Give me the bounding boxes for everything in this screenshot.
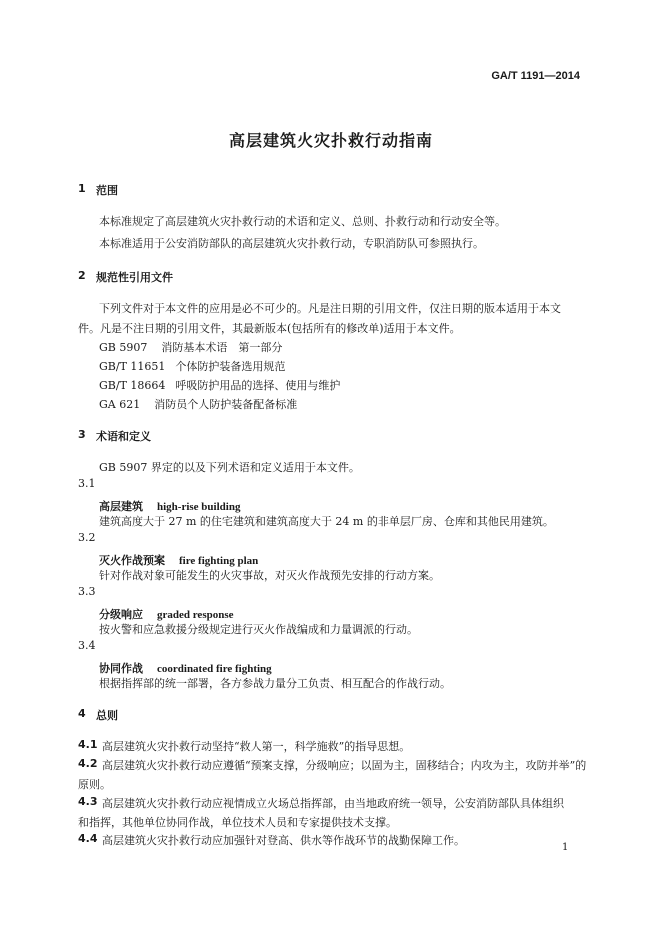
standard-code: GA/T 1191—2014 <box>491 70 580 82</box>
term-number: 3.2 <box>78 531 96 544</box>
document-title: 高层建筑火灾扑救行动指南 <box>228 131 433 150</box>
term-number: 3.3 <box>78 585 96 598</box>
section-2-number: 2 <box>78 269 86 282</box>
section-1-number: 1 <box>78 182 86 195</box>
reference-name: 消防基本术语 第一部分 <box>161 341 283 354</box>
term-chinese: 协同作战 <box>99 662 143 675</box>
reference-code: GB/T 11651 <box>99 360 166 373</box>
term-definition: 针对作战对象可能发生的火灾事故，对灭火作战预先安排的行动方案。 <box>99 569 440 582</box>
clause-number: 4.2 <box>78 757 98 770</box>
clause-number: 4.1 <box>78 738 98 751</box>
term-english: coordinated fire fighting <box>157 663 272 675</box>
clause-number: 4.4 <box>78 832 98 845</box>
page-number: 1 <box>562 842 569 853</box>
term-heading <box>99 549 258 568</box>
reference-name: 消防员个人防护装备配备标准 <box>154 398 298 411</box>
term-heading <box>99 657 272 676</box>
term-heading <box>99 495 240 514</box>
term-english: graded response <box>157 609 234 621</box>
reference-item <box>99 339 282 355</box>
section-2-intro: 件。凡是不注日期的引用文件，其最新版本(包括所有的修改单)适用于本文件。 <box>78 322 461 335</box>
section-4-number: 4 <box>78 707 86 720</box>
clause-text-continued: 原则。 <box>78 778 111 791</box>
term-definition: 建筑高度大于 27 m 的住宅建筑和建筑高度大于 24 m 的非单层厂房、仓库和其他民用建筑。 <box>99 515 554 528</box>
section-2-title: 规范性引用文件 <box>96 271 173 284</box>
section-1-paragraph: 本标准规定了高层建筑火灾扑救行动的术语和定义、总则、扑救行动和行动安全等。 <box>99 215 506 228</box>
clause-text: 高层建筑火灾扑救行动应加强针对登高、供水等作战环节的战勤保障工作。 <box>102 834 465 847</box>
clause-number: 4.3 <box>78 795 98 808</box>
term-number: 3.1 <box>78 477 96 490</box>
reference-code: GB 5907 <box>99 341 148 354</box>
section-3-title: 术语和定义 <box>96 430 151 443</box>
section-4-title: 总则 <box>96 709 118 722</box>
term-chinese: 灭火作战预案 <box>99 554 165 567</box>
clause-text: 高层建筑火灾扑救行动应遵循“预案支撑，分级响应；以固为主，固移结合；内攻为主，攻防并举”的 <box>102 759 587 772</box>
section-3-number: 3 <box>78 428 86 441</box>
term-english: fire fighting plan <box>179 555 259 567</box>
reference-item <box>99 358 285 374</box>
section-3-intro: GB 5907 界定的以及下列术语和定义适用于本文件。 <box>99 461 360 474</box>
section-1-paragraph: 本标准适用于公安消防部队的高层建筑火灾扑救行动，专职消防队可参照执行。 <box>99 237 484 250</box>
term-chinese: 分级响应 <box>99 608 143 621</box>
reference-item <box>99 396 297 412</box>
clause-text: 高层建筑火灾扑救行动应视情成立火场总指挥部，由当地政府统一领导，公安消防部队具体组织 <box>102 797 564 810</box>
section-1-title: 范围 <box>96 184 118 197</box>
term-definition: 根据指挥部的统一部署，各方参战力量分工负责、相互配合的作战行动。 <box>99 677 451 690</box>
term-chinese: 高层建筑 <box>99 500 143 513</box>
reference-code: GA 621 <box>99 398 141 411</box>
term-english: high-rise building <box>157 501 241 513</box>
reference-name: 个体防护装备选用规范 <box>175 360 286 373</box>
reference-code: GB/T 18664 <box>99 379 166 392</box>
term-heading <box>99 603 234 622</box>
term-number: 3.4 <box>78 639 96 652</box>
clause-text-continued: 和指挥，其他单位协同作战，单位技术人员和专家提供技术支撑。 <box>78 816 397 829</box>
reference-name: 呼吸防护用品的选择、使用与维护 <box>175 379 341 392</box>
term-definition: 按火警和应急救援分级规定进行灭火作战编成和力量调派的行动。 <box>99 623 418 636</box>
section-2-intro: 下列文件对于本文件的应用是必不可少的。凡是注日期的引用文件，仅注日期的版本适用于本文 <box>99 302 561 315</box>
reference-item <box>99 377 340 393</box>
clause-text: 高层建筑火灾扑救行动坚持“救人第一，科学施救”的指导思想。 <box>102 740 411 753</box>
